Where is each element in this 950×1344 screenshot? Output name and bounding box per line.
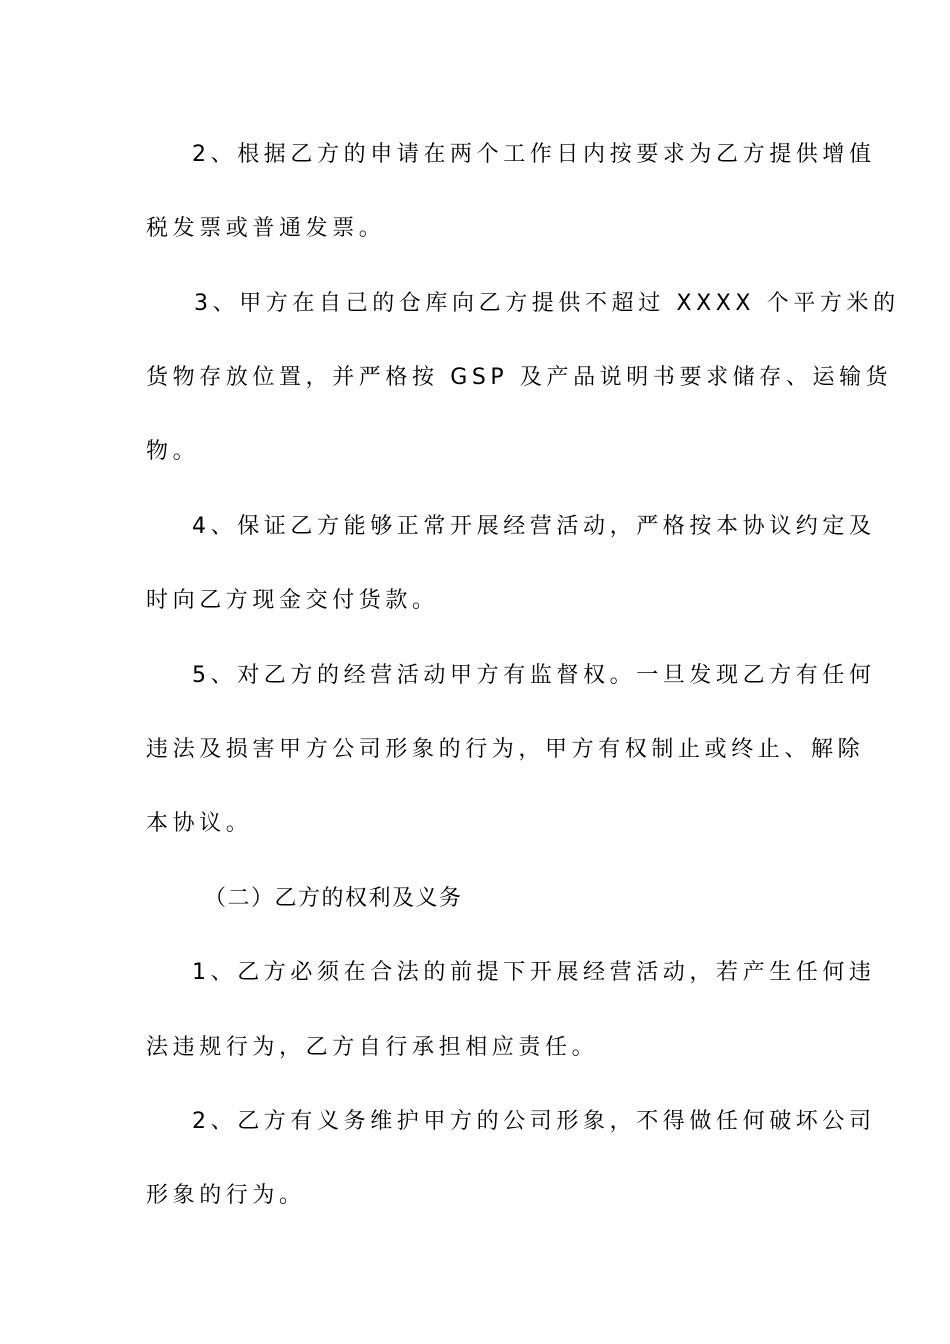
clause-5-line-1: 5、对乙方的经营活动甲方有监督权。一旦发现乙方有任何: [192, 663, 876, 688]
section-heading: （二）乙方的权利及义务: [204, 886, 463, 911]
clause-3-line-1: 3、甲方在自己的仓库向乙方提供不超过 XXXX 个平方米的: [194, 291, 900, 316]
clause-2-line-2: 税发票或普通发票。: [146, 216, 386, 241]
clause-5-line-2: 违法及损害甲方公司形象的行为，甲方有权制止或终止、解除: [146, 737, 865, 762]
party-b-clause-1-line-1: 1、乙方必须在合法的前提下开展经营活动，若产生任何违: [192, 960, 876, 985]
clause-5-line-3: 本协议。: [146, 811, 253, 836]
clause-2-line-1: 2、根据乙方的申请在两个工作日内按要求为乙方提供增值: [192, 142, 876, 167]
party-b-clause-2-line-2: 形象的行为。: [146, 1183, 306, 1208]
clause-3-line-3: 物。: [146, 439, 200, 464]
party-b-clause-1-line-2: 法违规行为，乙方自行承担相应责任。: [146, 1035, 599, 1060]
clause-3-line-2: 货物存放位置，并严格按 GSP 及产品说明书要求储存、运输货: [146, 365, 893, 390]
party-b-clause-2-line-1: 2、乙方有义务维护甲方的公司形象，不得做任何破坏公司: [192, 1109, 876, 1134]
clause-4-line-2: 时向乙方现金交付货款。: [146, 588, 439, 613]
clause-4-line-1: 4、保证乙方能够正常开展经营活动，严格按本协议约定及: [192, 514, 876, 539]
